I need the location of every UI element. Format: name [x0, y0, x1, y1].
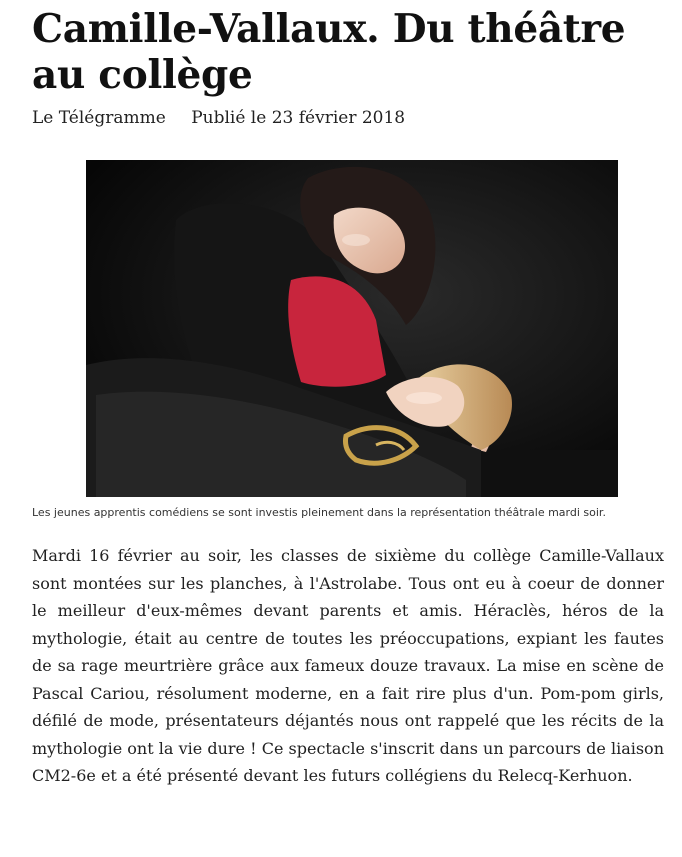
- theatre-scene-photo: [86, 160, 618, 497]
- article-photo: [86, 160, 618, 497]
- article-title: Camille-Vallaux. Du théâtre au collège: [32, 6, 626, 98]
- article-meta: [32, 106, 405, 130]
- photo-caption: Les jeunes apprentis comédiens se sont investis pleinement dans la représentation théâtrale mardi soir.: [32, 506, 606, 519]
- article-source: Le Télégramme: [32, 108, 166, 128]
- article-body: Mardi 16 février au soir, les classes de sixième du collège Camille-Vallaux sont montées sur les planches, à l'Astrolabe. Tous ont eu à coeur de donner le meilleur d'eux-mêmes devant parents et amis. Héraclès, héros de la mythologie, était au centre de toutes les préoccupations, expiant les fautes de sa rage meurtrière grâce aux fameux douze travaux. La mise en scène de Pascal Cariou, résolument moderne, en a fait rire plus d'un. Pom-pom girls, défilé de mode, présentateurs déjantés nous ont rappelé que les récits de la mythologie ont la vie dure ! Ce spectacle s'inscrit dans un parcours de liaison CM2-6e et a été présenté devant les futurs collégiens du Relecq-Kerhuon.: [32, 546, 664, 785]
- article-date: Publié le 23 février 2018: [191, 108, 406, 128]
